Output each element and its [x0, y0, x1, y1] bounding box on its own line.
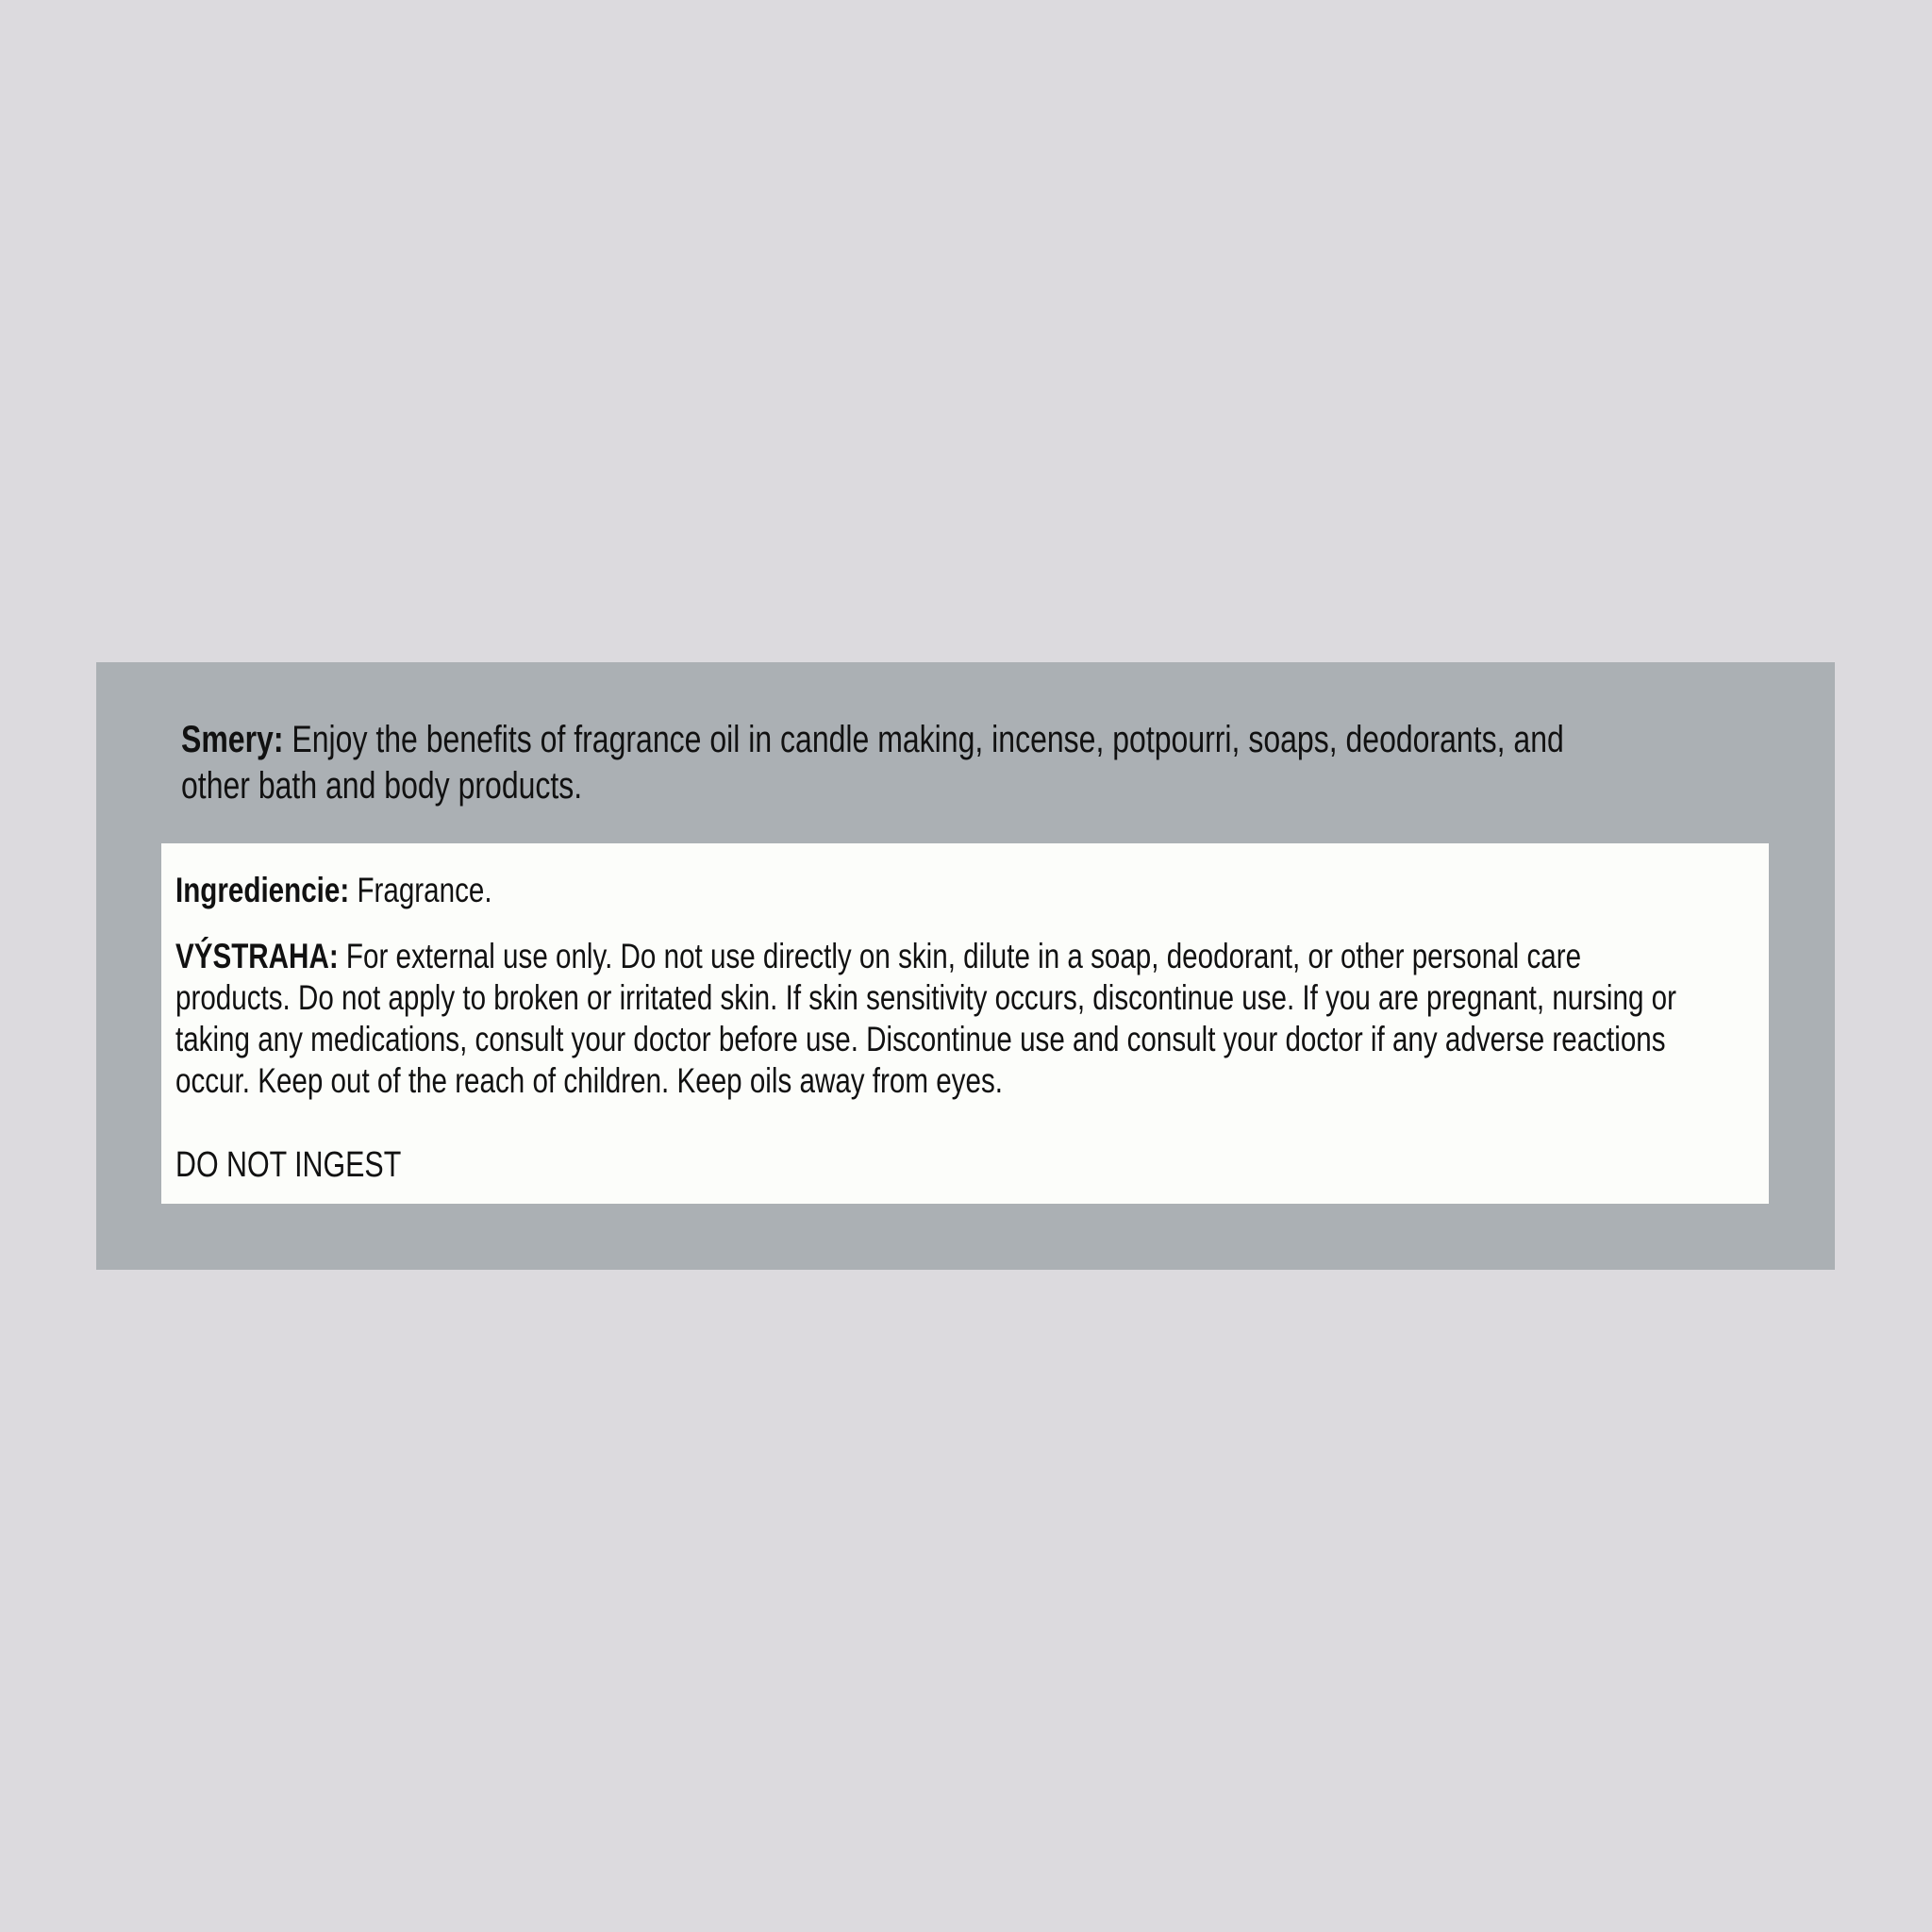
ingredients-line [175, 870, 1435, 911]
usage-line-1 [181, 717, 1564, 763]
label-band [96, 662, 1835, 1270]
do-not-ingest-section [175, 1144, 1750, 1186]
usage-heading: Smery: [181, 719, 284, 760]
warning-line-3: taking any medications, consult your doctor before use. Discontinue use and consult your doctor if any adverse reactions [175, 1020, 1666, 1058]
ingredients-section [175, 870, 1750, 911]
usage-text-1: Enjoy the benefits of fragrance oil in candle making, incense, potpourri, soaps, deodorants, and [291, 719, 1564, 760]
warning-heading: VÝSTRAHA: [175, 937, 339, 975]
usage-text-2: other bath and body products. [181, 765, 583, 807]
warning-line-1 [175, 936, 1582, 977]
usage-directions [181, 717, 1909, 809]
ingredients-heading: Ingrediencie: [175, 871, 350, 909]
warning-line-4: occur. Keep out of the reach of children. Keep oils away from eyes. [175, 1061, 1003, 1100]
warning-section [175, 936, 1750, 1102]
ingredients-text: Fragrance. [357, 871, 492, 909]
do-not-ingest-text: DO NOT INGEST [175, 1145, 402, 1185]
warning-line-2: products. Do not apply to broken or irritated skin. If skin sensitivity occurs, discontinue use. If you are pregnant, nursing or [175, 978, 1676, 1017]
spacer [284, 719, 292, 760]
spacer [339, 937, 346, 975]
info-panel [161, 843, 1769, 1204]
usage-line-2 [181, 763, 1564, 809]
spacer [349, 871, 357, 909]
warning-text-1: For external use only. Do not use directly on skin, dilute in a soap, deodorant, or other personal care [345, 937, 1582, 975]
